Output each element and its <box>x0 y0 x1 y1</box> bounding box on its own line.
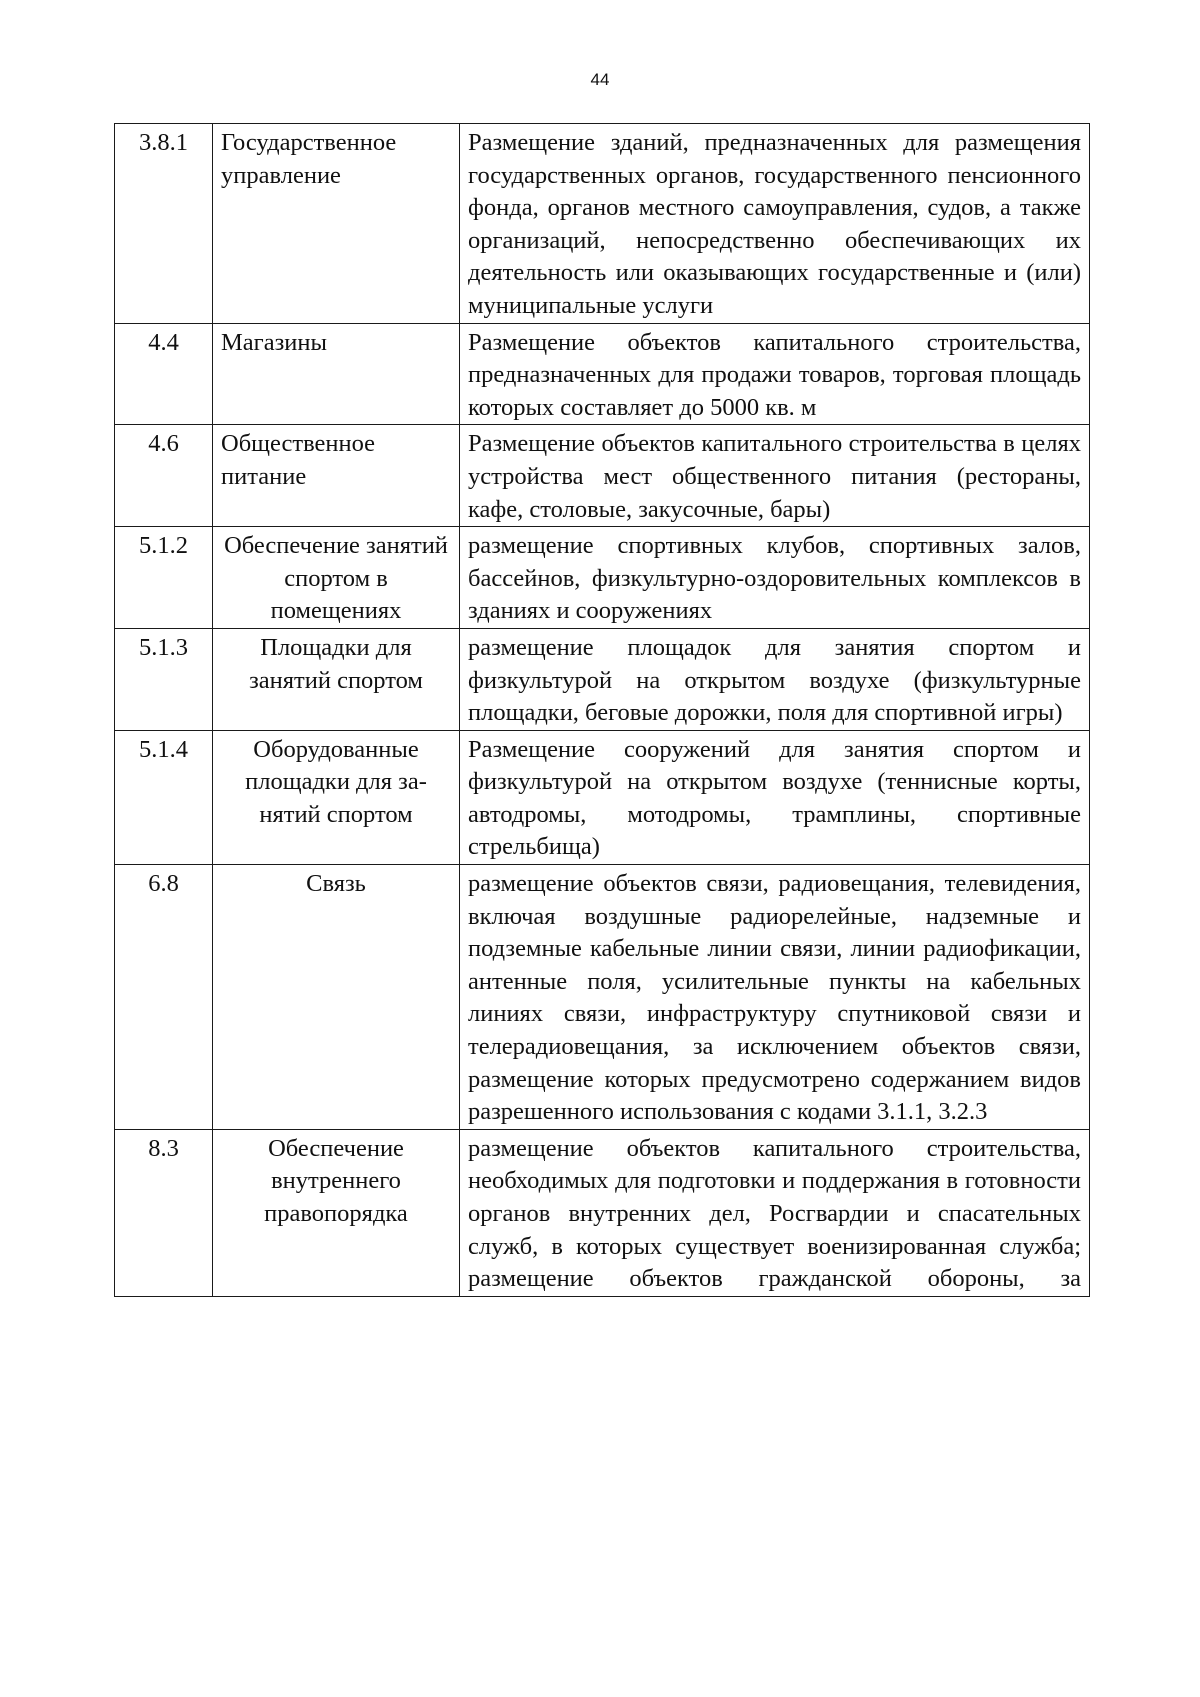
table-row <box>115 425 1090 527</box>
table-row <box>115 865 1090 1130</box>
row-description: Размещение зданий, предназначенных для размещения государственных органов, государственного пенсионного фонда, органов местного самоуправления, судов, а также организаций, непосредственно обеспечивающих их деятельность или оказывающих государственные и (или) муниципальные услуги <box>460 124 1090 324</box>
row-code: 8.3 <box>115 1129 213 1296</box>
row-description: размещение объектов капитального строительства, необходимых для подготовки и поддержания в готовности органов внутренних дел, Росгвардии и спасательных служб, в которых существует военизированная служба; размещение объектов гражданской обороны, за <box>460 1129 1090 1296</box>
row-code: 6.8 <box>115 865 213 1130</box>
row-description: Размещение объектов капитального строительства в целях устройства мест общественного питания (рестораны, кафе, столовые, закусочные, бары) <box>460 425 1090 527</box>
row-name: Обеспечение занятий спортом в помещениях <box>213 527 460 629</box>
row-name: Обеспечение внутреннего правопорядка <box>213 1129 460 1296</box>
row-code: 5.1.4 <box>115 730 213 864</box>
table-row <box>115 730 1090 864</box>
row-description: размещение площадок для занятия спортом и физкультурой на открытом воздухе (физкультурные площадки, беговые дорожки, поля для спортивной игры) <box>460 628 1090 730</box>
table-row <box>115 124 1090 324</box>
table-row <box>115 1129 1090 1296</box>
table-row <box>115 527 1090 629</box>
row-description: размещение объектов связи, радиовещания, телевидения, включая воздушные радиорелейные, надземные и подземные кабельные линии связи, линии радиофикации, антенные поля, усилительные пункты на кабельных линиях связи, инфраструктуру спутниковой связи и телерадиовещания, за исключением объектов связи, размещение которых предусмотрено содержанием видов разрешенного использования с кодами 3.1.1, 3.2.3 <box>460 865 1090 1130</box>
row-description: Размещение сооружений для занятия спортом и физкультурой на открытом воздухе (теннисные корты, автодромы, мотодромы, трамплины, спортивные стрельбища) <box>460 730 1090 864</box>
row-name: Связь <box>213 865 460 1130</box>
row-description: размещение спортивных клубов, спортивных залов, бассейнов, физкультурно-оздоровительных комплексов в зданиях и сооружениях <box>460 527 1090 629</box>
row-name: Магазины <box>213 323 460 425</box>
row-name: Оборудованные площадки для за-нятий спортом <box>213 730 460 864</box>
row-code: 4.4 <box>115 323 213 425</box>
row-name: Площадки для занятий спортом <box>213 628 460 730</box>
row-name: Общественное питание <box>213 425 460 527</box>
table-row <box>115 628 1090 730</box>
land-use-table <box>114 123 1090 1297</box>
row-code: 5.1.2 <box>115 527 213 629</box>
row-code: 4.6 <box>115 425 213 527</box>
row-description: Размещение объектов капитального строительства, предназначенных для продажи товаров, торговая площадь которых составляет до 5000 кв. м <box>460 323 1090 425</box>
row-name: Государственное управление <box>213 124 460 324</box>
row-code: 3.8.1 <box>115 124 213 324</box>
page-number: 44 <box>590 70 610 89</box>
row-code: 5.1.3 <box>115 628 213 730</box>
table-row <box>115 323 1090 425</box>
